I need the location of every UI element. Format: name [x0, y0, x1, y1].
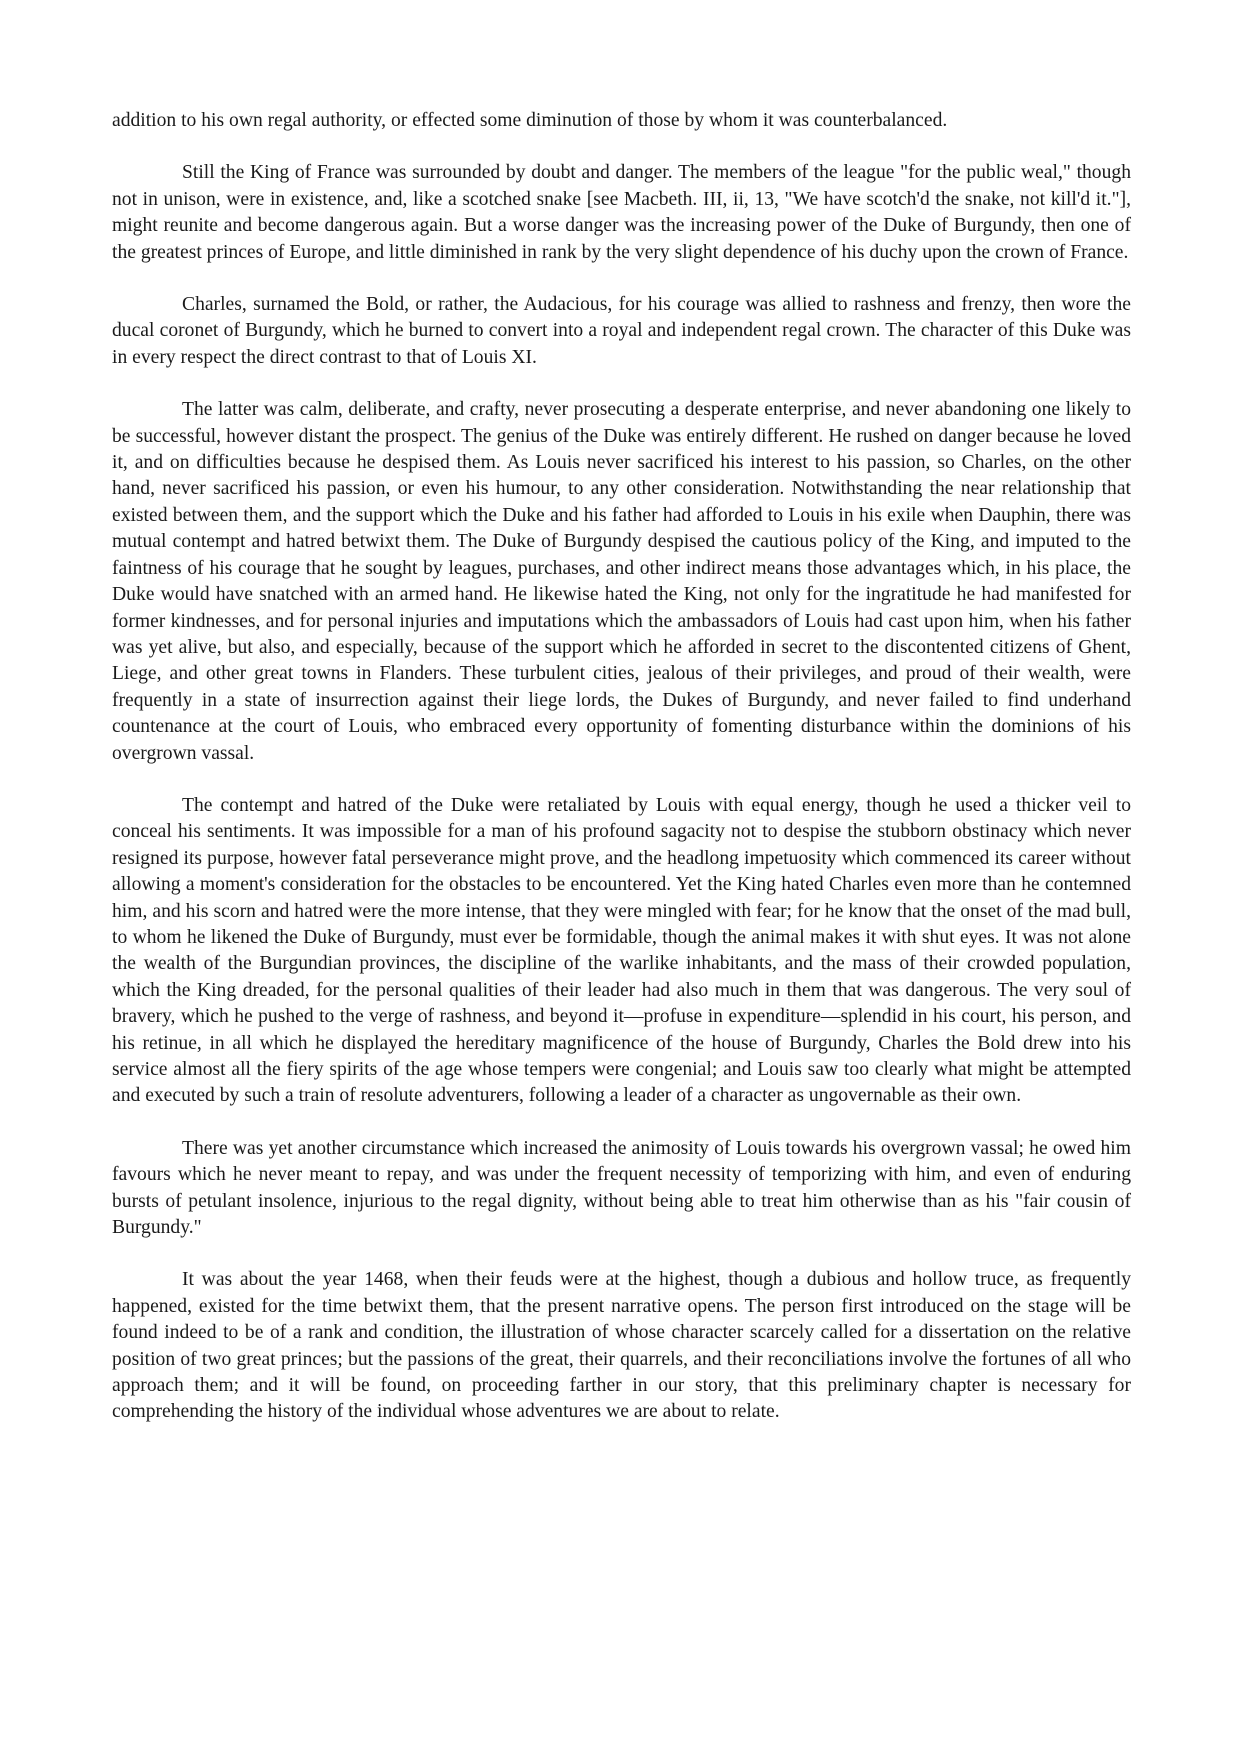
paragraph-continuation: addition to his own regal authority, or effected some diminution of those by whom it was counterbalanced.: [112, 110, 948, 131]
paragraph-charles-the-bold: Charles, surnamed the Bold, or rather, the Audacious, for his courage was allied to rashness and frenzy, then wore the ducal coronet of Burgundy, which he burned to convert into a royal and independent regal crown. The character of this Duke was in every respect the direct contrast to that of Louis XI.: [112, 294, 1131, 368]
document-page: [112, 108, 1131, 1452]
paragraph-animosity: There was yet another circumstance which increased the animosity of Louis towards his overgrown vassal; he owed him favours which he never meant to repay, and was under the frequent necessity of temporizing with him, and even of enduring bursts of petulant insolence, injurious to the regal dignity, without being able to treat him otherwise than as his "fair cousin of Burgundy.": [112, 1137, 1131, 1239]
paragraph-contempt-and-hatred: The contempt and hatred of the Duke were retaliated by Louis with equal energy, though he used a thicker veil to conceal his sentiments. It was impossible for a man of his profound sagacity not to despise the stubborn obstinacy which never resigned its purpose, however fatal perseverance might prove, and the headlong impetuosity which commenced its career without allowing a moment's consideration for the obstacles to be encountered. Yet the King hated Charles even more than he contemned him, and his scorn and hatred were the more intense, that they were mingled with fear; for he know that the onset of the mad bull, to whom he likened the Duke of Burgundy, must ever be formidable, though the animal makes it with shut eyes. It was not alone the wealth of the Burgundian provinces, the discipline of the warlike inhabitants, and the mass of their crowded population, which the King dreaded, for the personal qualities of their leader had also much in them that was dangerous. The very soul of bravery, which he pushed to the verge of rashness, and beyond it—profuse in expenditure—splendid in his court, his person, and his retinue, in all which he displayed the hereditary magnificence of the house of Burgundy, Charles the Bold drew into his service almost all the fiery spirits of the age whose tempers were congenial; and Louis saw too clearly what might be attempted and executed by such a train of resolute adventurers, following a leader of a character as ungovernable as their own.: [112, 794, 1131, 1107]
paragraph-king-of-france: Still the King of France was surrounded by doubt and danger. The members of the league "for the public weal," though not in unison, were in existence, and, like a scotched snake [see Macbeth. III, ii, 13, "We have scotch'd the snake, not kill'd it."], might reunite and become dangerous again. But a worse danger was the increasing power of the Duke of Burgundy, then one of the greatest princes of Europe, and little diminished in rank by the very slight dependence of his duchy upon the crown of France.: [112, 162, 1131, 263]
paragraph-contrast-of-characters: The latter was calm, deliberate, and crafty, never prosecuting a desperate enterprise, and never abandoning one likely to be successful, however distant the prospect. The genius of the Duke was entirely different. He rushed on danger because he loved it, and on difficulties because he despised them. As Louis never sacrificed his interest to his passion, so Charles, on the other hand, never sacrificed his passion, or even his humour, to any other consideration. Notwithstanding the near relationship that existed between them, and the support which the Duke and his father had afforded to Louis in his exile when Dauphin, there was mutual contempt and hatred betwixt them. The Duke of Burgundy despised the cautious policy of the King, and imputed to the faintness of his courage that he sought by leagues, purchases, and other indirect means those advantages which, in his place, the Duke would have snatched with an armed hand. He likewise hated the King, not only for the ingratitude he had manifested for former kindnesses, and for personal injuries and imputations which the ambassadors of Louis had cast upon him, when his father was yet alive, but also, and especially, because of the support which he afforded in secret to the discontented citizens of Ghent, Liege, and other great towns in Flanders. These turbulent cities, jealous of their privileges, and proud of their wealth, were frequently in a state of insurrection against their liege lords, the Dukes of Burgundy, and never failed to find underhand countenance at the court of Louis, who embraced every opportunity of fomenting disturbance within the dominions of his overgrown vassal.: [112, 399, 1131, 764]
paragraph-narrative-opens: It was about the year 1468, when their feuds were at the highest, though a dubious and hollow truce, as frequently happened, existed for the time betwixt them, that the present narrative opens. The person first introduced on the stage will be found indeed to be of a rank and condition, the illustration of whose character scarcely called for a dissertation on the relative position of two great princes; but the passions of the great, their quarrels, and their reconciliations involve the fortunes of all who approach them; and it will be found, on proceeding farther in our story, that this preliminary chapter is necessary for comprehending the history of the individual whose adventures we are about to relate.: [112, 1269, 1131, 1423]
